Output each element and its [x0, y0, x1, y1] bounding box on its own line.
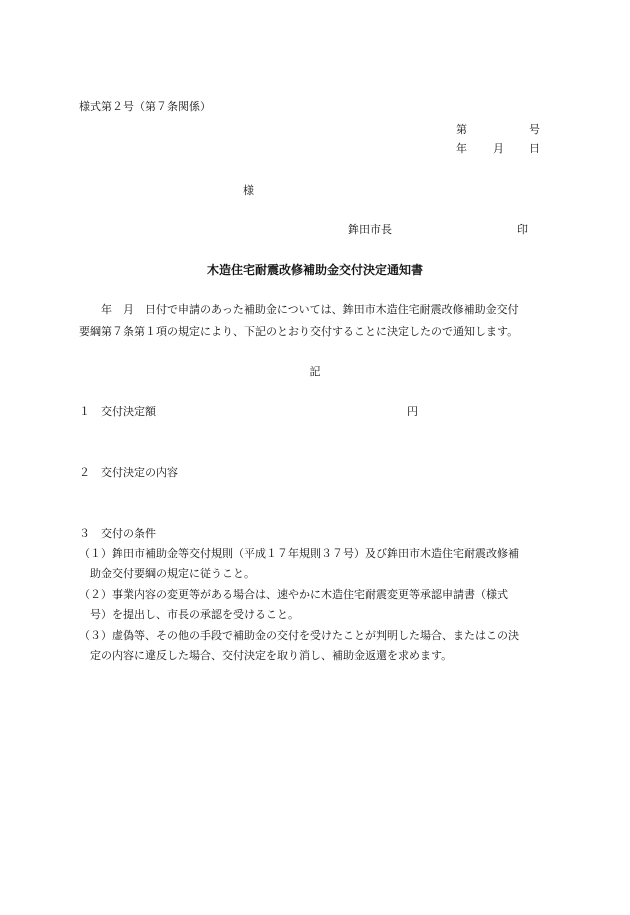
addressee-honorific: 様	[243, 184, 254, 197]
body-line-1: 年 月 日付で申請のあった補助金については、鉾田市木造住宅耐震改修補助金交付	[101, 303, 519, 316]
item-1-label: １ 交付決定額	[79, 405, 156, 418]
condition-1-line-1: （１）鉾田市補助金等交付規則（平成１７年規則３７号）及び鉾田市木造住宅耐震改修補	[79, 547, 519, 560]
document-number-prefix: 第	[456, 123, 467, 136]
date-year: 年	[456, 142, 467, 155]
condition-2-line-1: （２）事業内容の変更等がある場合は、速やかに木造住宅耐震変更等承認申請書（様式	[79, 588, 508, 601]
date-day: 日	[529, 142, 540, 155]
item-3-label: ３ 交付の条件	[79, 527, 156, 540]
page-title: 木造住宅耐震改修補助金交付決定通知書	[206, 263, 423, 277]
form-label: 様式第２号（第７条関係）	[79, 100, 211, 113]
issuer-seal: 印	[517, 223, 528, 236]
condition-3-line-2: 定の内容に違反した場合、交付決定を取り消し、補助金返還を求めます。	[90, 649, 453, 662]
condition-3-line-1: （３）虚偽等、その他の手段で補助金の交付を受けたことが判明した場合、またはこの決	[79, 629, 519, 642]
ki-marker: 記	[309, 365, 321, 378]
issuer-name: 鉾田市長	[348, 223, 392, 236]
condition-1-line-2: 助金交付要綱の規定に従うこと。	[90, 567, 255, 580]
date-month: 月	[493, 142, 504, 155]
condition-2-line-2: 号）を提出し、市長の承認を受けること。	[90, 608, 299, 621]
document-number-suffix: 号	[529, 123, 540, 136]
body-line-2: 要綱第７条第１項の規定により、下記のとおり交付することに決定したので通知します。	[79, 325, 519, 338]
item-2-label: ２ 交付決定の内容	[79, 466, 178, 479]
item-1-unit: 円	[407, 405, 418, 418]
